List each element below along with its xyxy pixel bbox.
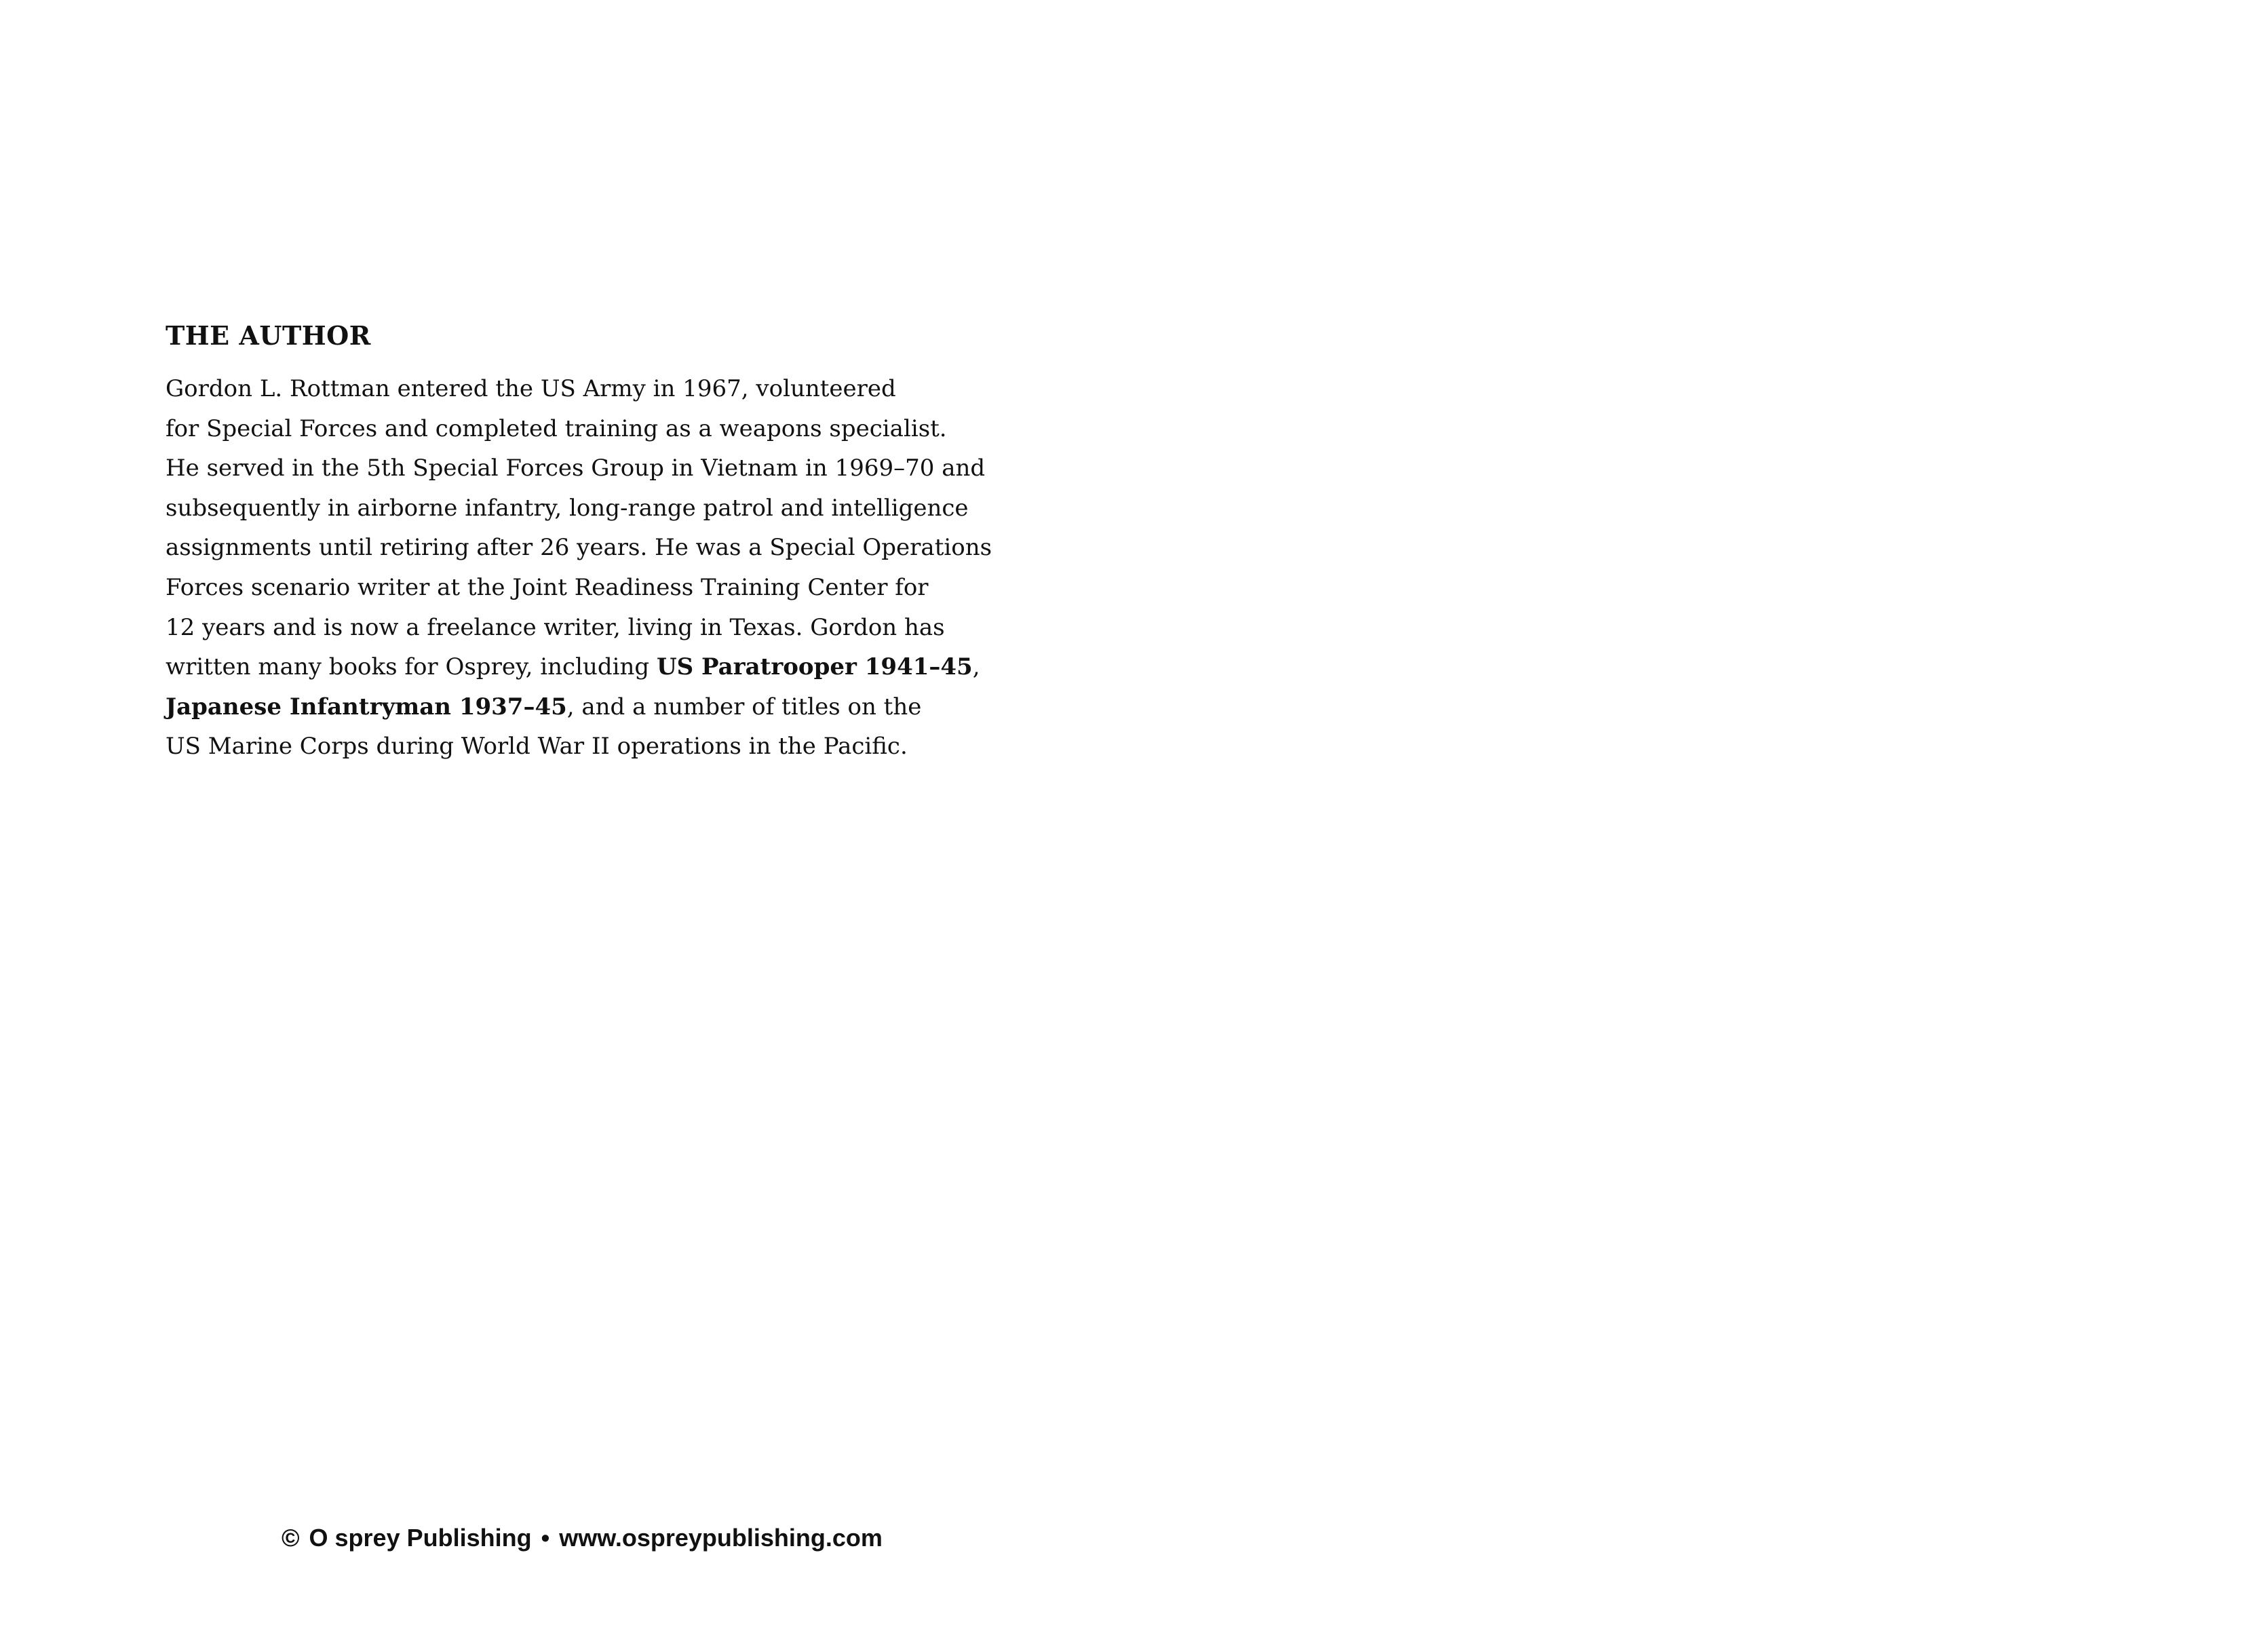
bio-line <box>166 647 980 687</box>
book-title: US Paratrooper 1941–45 <box>656 653 973 681</box>
bio-text: He served in the 5th Special Forces Group in Vietnam in 1969–70 and <box>166 455 986 482</box>
bio-text: Forces scenario writer at the Joint Readiness Training Center for <box>166 573 929 601</box>
publisher-website: www.ospreypublishing.com <box>559 1524 883 1552</box>
bio-line <box>166 528 992 568</box>
publisher-name: O sprey Publishing <box>309 1524 532 1552</box>
footer-separator: • <box>541 1524 550 1552</box>
bio-line <box>166 409 980 449</box>
author-bio <box>166 369 992 767</box>
bio-line <box>166 488 980 529</box>
bio-text: for Special Forces and completed training as a weapons specialist. <box>166 415 947 442</box>
bio-text: written many books for Osprey, including <box>166 653 657 681</box>
bio-text: 12 years and is now a freelance writer, living in Texas. Gordon has <box>166 613 945 641</box>
bio-line <box>166 687 980 727</box>
copyright-symbol: © <box>282 1524 300 1552</box>
section-heading: THE AUTHOR <box>166 320 371 351</box>
bio-line <box>166 448 986 488</box>
author-section <box>166 318 992 767</box>
bio-line <box>166 608 980 648</box>
bio-text: subsequently in airborne infantry, long-range patrol and intelligence <box>166 494 969 522</box>
bio-line <box>166 727 980 767</box>
bio-text: US Marine Corps during World War II operations in the Pacific. <box>166 733 908 761</box>
bio-text: , and a number of titles on the <box>566 693 922 721</box>
bio-text: , <box>972 653 980 681</box>
copyright-footer <box>282 1524 892 1552</box>
book-title: Japanese Infantryman 1937–45 <box>166 693 567 721</box>
bio-line <box>166 369 980 409</box>
bio-text: Gordon L. Rottman entered the US Army in 1967, volunteered <box>166 375 896 402</box>
bio-text: assignments until retiring after 26 years. He was a Special Operations <box>166 534 992 562</box>
bio-line <box>166 568 980 608</box>
